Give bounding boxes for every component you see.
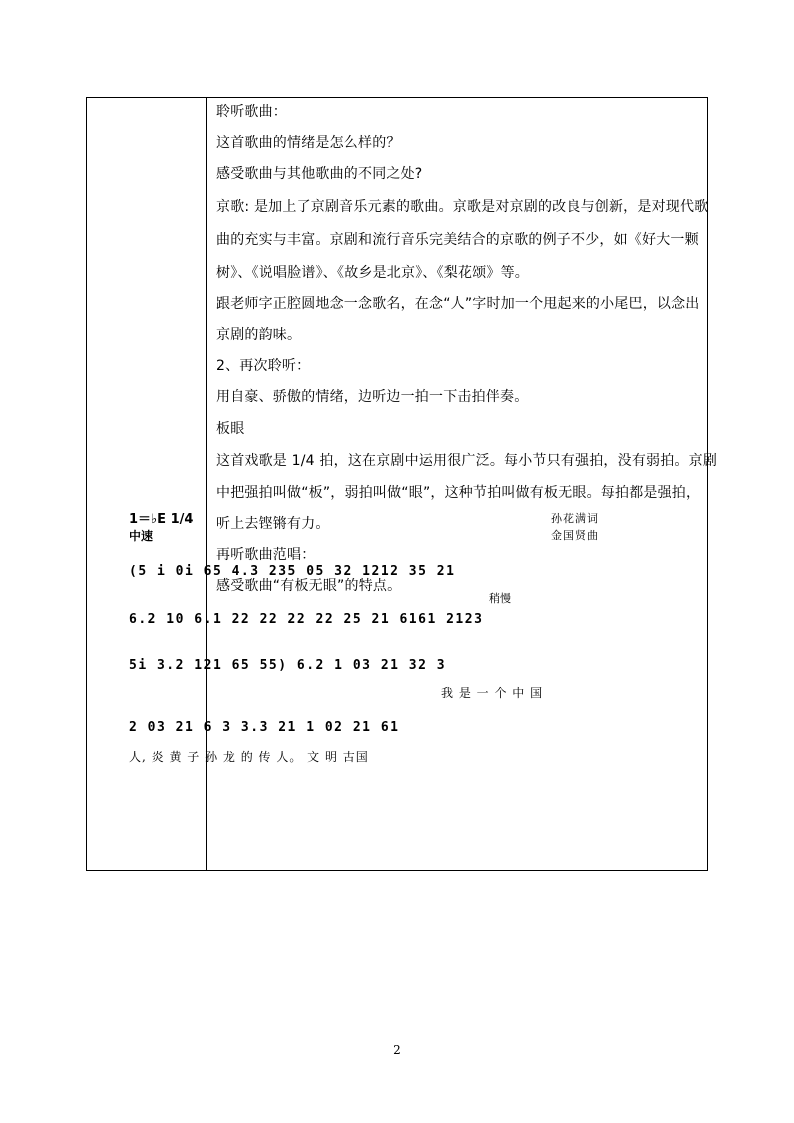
tempo-change-marking: 稍慢 — [489, 592, 511, 605]
text-line: 感受歌曲与其他歌曲的不同之处? — [216, 166, 423, 182]
text-line: 京剧的韵味。 — [216, 327, 302, 343]
text-line: 再听歌曲范唱： — [216, 547, 316, 563]
numbered-musical-score — [129, 508, 599, 770]
tempo-marking: 中速 — [129, 529, 154, 543]
text-line: 跟老师字正腔圆地念一念歌名，在念“人”字时加一个甩起来的小尾巴，以念出 — [216, 296, 700, 312]
score-row-3: 5i 3.2 121 65 55) 6.2 1 03 21 32 3 — [129, 658, 447, 673]
composer-credit: 金国贤曲 — [551, 529, 599, 542]
text-line: 这首戏歌是 1/4 拍，这在京剧中运用很广泛。每小节只有强拍，没有弱拍。京剧 — [216, 453, 718, 469]
text-line: 聆听歌曲： — [216, 104, 287, 120]
lyricist-credit: 孙花满词 — [551, 512, 599, 525]
text-line: 曲的充实与丰富。京剧和流行音乐完美结合的京歌的例子不少，如《好大一颗 — [216, 232, 699, 248]
text-line: 听上去铿锵有力。 — [216, 516, 330, 532]
score-row-2: 6.2 10 6.1 22 22 22 22 25 21 6161 2123 — [129, 612, 484, 627]
key-signature: 1＝♭E 1/4 — [129, 512, 194, 527]
lyrics-row-3: 我 是 一 个 中 国 — [441, 686, 544, 700]
text-line: 板眼 — [216, 421, 245, 437]
score-row-4: 2 03 21 6 3 3.3 21 1 02 21 61 — [129, 720, 400, 735]
text-line: 2、再次聆听： — [216, 358, 311, 374]
text-line: 感受歌曲“有板无眼”的特点。 — [216, 578, 402, 594]
score-row-1: (5 i 0i 65 4.3 235 05 32 1212 35 21 — [129, 564, 456, 579]
text-line: 树》、《说唱脸谱》、《故乡是北京》、《梨花颂》等。 — [216, 265, 529, 281]
text-line: 用自豪、骄傲的情绪，边听边一拍一下击拍伴奏。 — [216, 389, 529, 405]
page-number: 2 — [393, 1043, 401, 1057]
lyrics-row-4: 人, 炎 黄 子 孙 龙 的 传 人。 文 明 古国 — [129, 750, 369, 764]
text-line: 京歌: 是加上了京剧音乐元素的歌曲。京歌是对京剧的改良与创新，是对现代歌 — [216, 199, 709, 215]
text-line: 这首歌曲的情绪是怎么样的？ — [216, 135, 401, 151]
text-line: 中把强拍叫做“板”，弱拍叫做“眼”，这种节拍叫做有板无眼。每拍都是强拍， — [216, 485, 701, 501]
